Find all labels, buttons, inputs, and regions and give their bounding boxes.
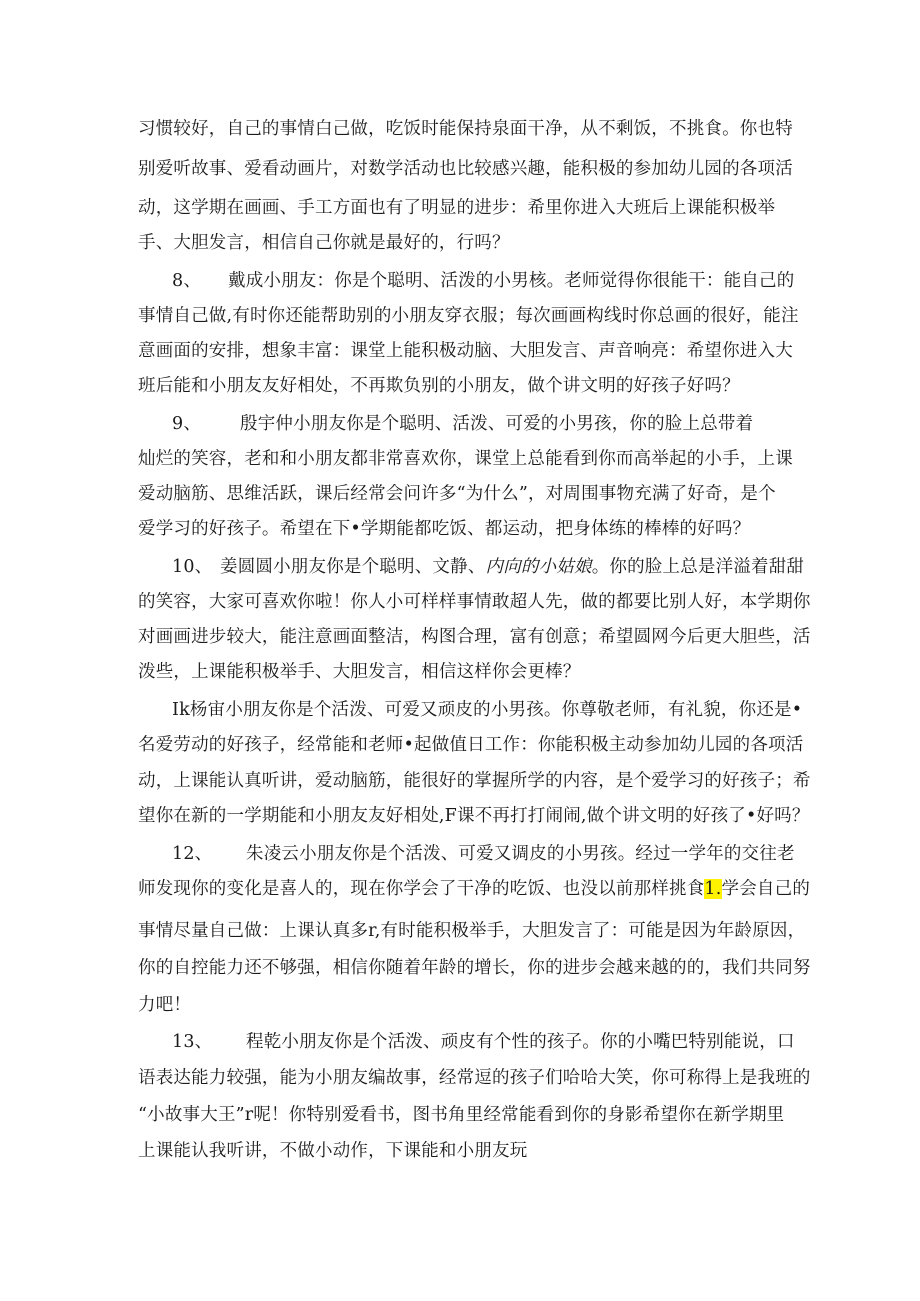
intro-line-3: 动，这学期在画画、手工方面也有了明显的进步：希里你进入大班后上课能积极举 (138, 198, 776, 218)
paragraph-9-number: 9、 (172, 414, 202, 434)
intro-line-4: 手、大胆发言，相信自己你就是最好的，行吗？ (138, 233, 510, 253)
paragraph-12-line-4: 你的自控能力还不够强，相信你随着年龄的增长，你的进步会越来越的的，我们共同努 (138, 958, 811, 978)
paragraph-8-line-3: 意画面的安排，想象丰富：课堂上能积极动脑、大胆发言、声音响亮：希望你进入大 (138, 341, 793, 361)
paragraph-8-text: 戴成小朋友：你是个聪明、活泼的小男核。老师觉得你很能干：能自己的 (228, 271, 795, 291)
paragraph-13-text: 程乾小朋友你是个活泼、顽皮有个性的孩子。你的小嘴巴特别能说，口 (246, 1032, 795, 1052)
paragraph-9-line-2: 灿烂的笑容，老和和小朋友都非常喜欢你，课堂上总能看到你而高举起的小手，上课 (138, 449, 793, 469)
paragraph-10-number: 10、 (172, 557, 213, 577)
paragraph-12-line-2 (138, 878, 810, 900)
paragraph-10-text-c: 。你的脸上总是洋溢着甜甜 (591, 557, 805, 577)
paragraph-8-line-2: 事情自己做,有时你还能帮助别的小朋友穿衣服；每次画画构线时你总画的很好，能注 (138, 306, 799, 326)
paragraph-11-line-3: 动，上课能认真听讲，爱动脑筋，能很好的掌握所学的内容，是个爱学习的好孩子；希 (138, 771, 811, 791)
paragraph-12-line-3: 事情尽量自己做：上课认真多r,有时能积极举手，大胆发言了：可能是因为年龄原因， (138, 921, 806, 941)
paragraph-10-line-2: 的笑容，大家可喜欢你啦！你人小可样样事情敢超人先，做的都要比别人好，本学期你 (138, 592, 811, 612)
paragraph-9-line-3: 爱动脑筋、思维活跃，课后经常会问许多“为什么”，对周围事物充满了好奇，是个 (138, 484, 776, 504)
paragraph-10-line-4: 泼些，上课能积极举手、大胆发言，相信这样你会更棒？ (138, 662, 581, 682)
paragraph-10-first-line (172, 556, 804, 578)
paragraph-13-line-3: “小故事大王”r呢！你特别爱看书，图书角里经常能看到你的身影希望你在新学期里 (138, 1105, 785, 1125)
paragraph-10-line-3: 对画画进步较大，能注意画面整洁，构图合理，富有创意；希望圆网今后更大胆些，活 (138, 627, 811, 647)
paragraph-10-text-a: 姜圆圆小朋友你是个聪明、文静、 (220, 557, 486, 577)
highlight-mark: 1. (704, 879, 722, 899)
paragraph-12-text: 朱凌云小朋友你是个活泼、可爱又调皮的小男孩。经过一学年的交往老 (246, 844, 795, 864)
paragraph-11-line-4: 望你在新的一学期能和小朋友友好相处,F课不再打打闹闹,做个讲文明的好孩了•好吗？ (138, 806, 810, 826)
paragraph-10-text-italic: 内向的小姑娘 (485, 557, 592, 577)
paragraph-12-first-line (172, 843, 795, 865)
intro-line-2: 别爱听故事、爱看动画片，对数学活动也比较感兴趣，能积极的参加幼儿园的各项活 (138, 159, 793, 179)
paragraph-12-number: 12、 (172, 844, 213, 864)
paragraph-9-first-line (172, 413, 753, 435)
paragraph-8-number: 8、 (172, 271, 202, 291)
paragraph-12-line-2-text-b: 学会自己的 (721, 879, 811, 899)
paragraph-13-first-line (172, 1031, 795, 1053)
paragraph-11-first-line: Ik杨宙小朋友你是个活泼、可爱又顽皮的小男孩。你尊敬老师，有礼貌，你还是• (172, 700, 803, 720)
paragraph-12-line-2-text-a: 师发现你的变化是喜人的，现在你学会了干净的吃饭、也没以前那样挑食 (138, 879, 705, 899)
paragraph-13-line-4: 上课能认我听讲，不做小动作，下课能和小朋友玩 (138, 1141, 528, 1161)
paragraph-8-line-4: 班后能和小朋友友好相处，不再欺负别的小朋友，做个讲文明的好孩子好吗？ (138, 376, 740, 396)
paragraph-13-number: 13、 (172, 1032, 213, 1052)
paragraph-8-first-line (172, 270, 794, 292)
paragraph-13-line-2: 语表达能力较强，能为小朋友编故事，经常逗的孩子们哈哈大笑，你可称得上是我班的 (138, 1068, 811, 1088)
paragraph-9-line-4: 爱学习的好孩子。希望在下•学期能都吃饭、都运动，把身体练的棒棒的好吗？ (138, 519, 751, 539)
paragraph-9-text: 殷宇仲小朋友你是个聪明、活泼、可爱的小男孩，你的脸上总带着 (240, 414, 754, 434)
intro-line-1: 习惯较好，自己的事情白己做，吃饭时能保持泉面干净，从不剩饭，不挑食。你也特 (138, 119, 793, 139)
paragraph-11-line-2: 名爱劳动的好孩子，经常能和老师•起做值日工作：你能积极主动参加幼儿园的各项活 (138, 735, 804, 755)
paragraph-12-line-5: 力吧！ (138, 995, 192, 1015)
